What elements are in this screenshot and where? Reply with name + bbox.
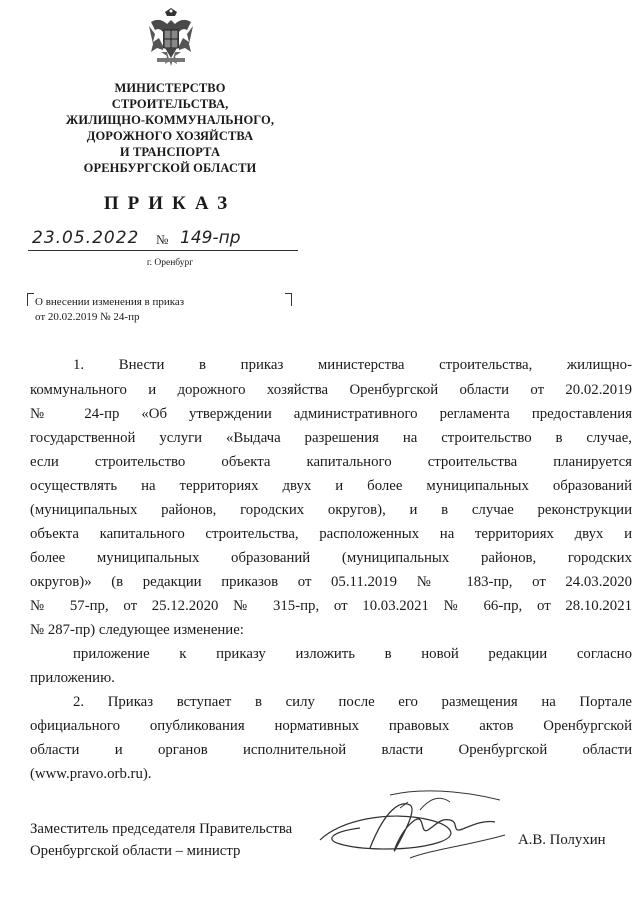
body-line: осуществлять на территориях двух и более муниципальных образований xyxy=(30,478,632,494)
body-line: государственной услуги «Выдача разрешения на строительство в случае, xyxy=(30,430,632,446)
body-line: области и органов исполнительной власти Оренбургской области xyxy=(30,742,632,758)
body-line: № 24-пр «Об утверждении административного регламента предоставления xyxy=(30,406,632,422)
date-underline xyxy=(28,250,298,251)
subject-line: от 20.02.2019 № 24-пр xyxy=(35,311,140,323)
signatory-position-line: Оренбургской области – министр xyxy=(30,843,241,859)
body-line: № 57-пр, от 25.12.2020 № 315-пр, от 10.03.2021 № 66-пр, от 28.10.2021 xyxy=(30,598,632,614)
body-line: официального опубликования нормативных правовых актов Оренбургской xyxy=(30,718,632,734)
body-line: если строительство объекта капитального строительства планируется xyxy=(30,454,632,470)
body-line: (www.pravo.orb.ru). xyxy=(30,766,152,782)
signatory-position xyxy=(30,818,292,862)
body-line: 2. Приказ вступает в силу после его размещения на Портале xyxy=(73,694,632,710)
body-line: коммунального и дорожного хозяйства Оренбургской области от 20.02.2019 xyxy=(30,382,632,398)
ministry-line: СТРОИТЕЛЬСТВА, xyxy=(111,97,229,111)
subject-block xyxy=(35,295,305,325)
handwritten-signature xyxy=(300,780,520,870)
body-line: приложение к приказу изложить в новой редакции согласно xyxy=(73,646,632,662)
ministry-name xyxy=(20,80,320,176)
ministry-line: МИНИСТЕРСТВО xyxy=(114,81,226,95)
subject-bracket-left xyxy=(27,293,34,306)
body-line: 1. Внести в приказ министерства строительства, жилищно- xyxy=(73,357,632,373)
document-title: ПРИКАЗ xyxy=(103,193,237,214)
body-line: № 287-пр) следующее изменение: xyxy=(30,622,244,638)
ministry-line: ОРЕНБУРГСКОЙ ОБЛАСТИ xyxy=(83,161,257,175)
body-line: более муниципальных образований (муниципальных районов, городских xyxy=(30,550,632,566)
body-line: объекта капитального строительства, расположенных на территориях двух и xyxy=(30,526,632,542)
signer-name: А.В. Полухин xyxy=(518,832,606,848)
order-number: 149-пр xyxy=(180,228,241,248)
subject-bracket-right xyxy=(285,293,292,306)
body-line: приложению. xyxy=(30,670,115,686)
body-line: (муниципальных районов, городских округов), и в случае реконструкции xyxy=(30,502,632,518)
ministry-line: И ТРАНСПОРТА xyxy=(119,145,221,159)
date-number-line xyxy=(28,228,298,254)
ministry-line: ЖИЛИЩНО-КОММУНАЛЬНОГО, xyxy=(65,113,275,127)
city: г. Оренбург xyxy=(146,258,194,268)
order-date: 23.05.2022 xyxy=(32,228,140,248)
body-line: округов)» (в редакции приказов от 05.11.2019 № 183-пр, от 24.03.2020 xyxy=(30,574,632,590)
ministry-line: ДОРОЖНОГО ХОЗЯЙСТВА xyxy=(86,129,254,143)
signatory-position-line: Заместитель председателя Правительства xyxy=(30,821,293,837)
number-sign: № xyxy=(156,232,169,247)
subject-line: О внесении изменения в приказ xyxy=(35,296,185,308)
coat-of-arms-emblem xyxy=(147,8,195,68)
